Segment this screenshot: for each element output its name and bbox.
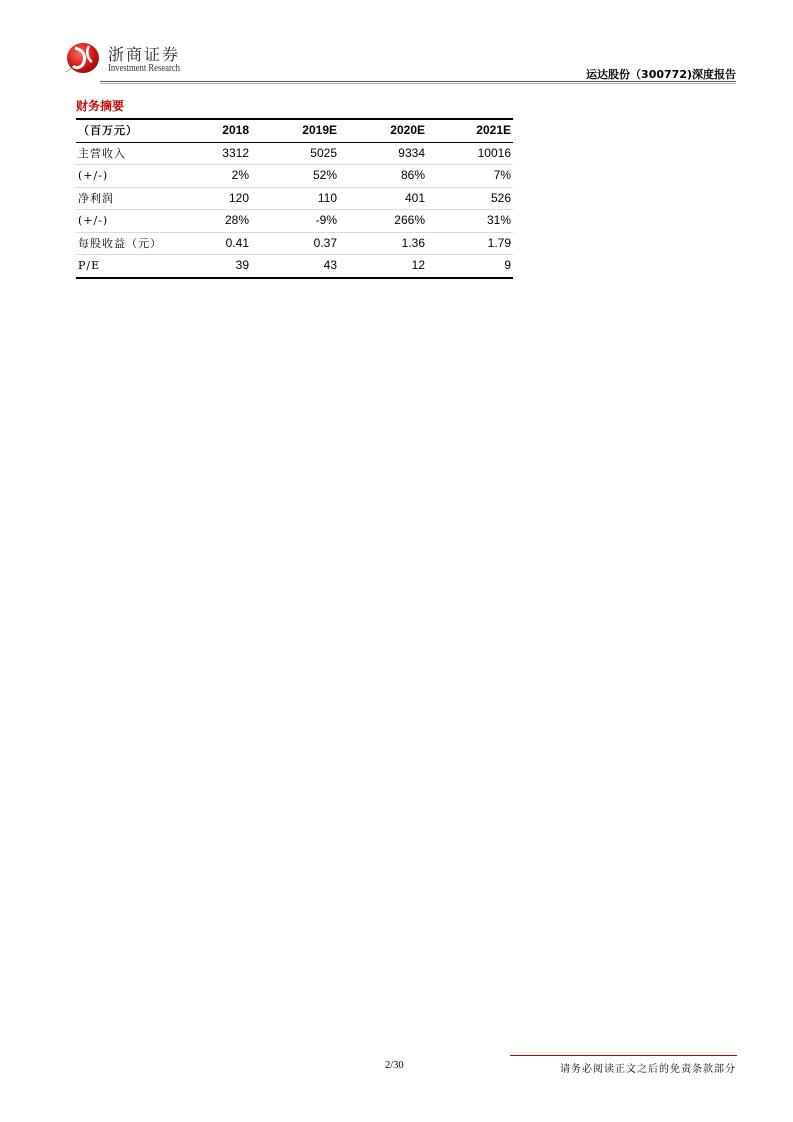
header-divider-secondary [100,83,736,84]
row-label: (+/-) [76,165,196,188]
table-cell: 31% [427,210,513,233]
brand-name-en: Investment Research [108,63,180,74]
table-cell: 401 [339,187,427,210]
table-cell: 12 [339,255,427,278]
column-header-2021e: 2021E [427,119,513,142]
table-cell: -9% [251,210,339,233]
table-cell: 110 [251,187,339,210]
column-header-2018: 2018 [196,119,251,142]
table-cell: 7% [427,165,513,188]
section-title: 财务摘要 [76,99,125,113]
table-cell: 86% [339,165,427,188]
column-header-2019e: 2019E [251,119,339,142]
page-number: 2/30 [385,1060,404,1071]
table-cell: 28% [196,210,251,233]
table-row [76,142,513,165]
table-cell: 1.79 [427,232,513,255]
table-cell: 9334 [339,142,427,165]
row-label: 主营收入 [76,142,196,165]
footer-divider [510,1055,737,1056]
row-label: 每股收益（元） [76,232,196,255]
column-header-unit: （百万元） [76,119,196,142]
table-cell: 266% [339,210,427,233]
table-row [76,187,513,210]
header-divider [100,81,736,82]
table-cell: 0.37 [251,232,339,255]
table-cell: 120 [196,187,251,210]
table-row [76,165,513,188]
table-cell: 5025 [251,142,339,165]
table-row [76,232,513,255]
column-header-2020e: 2020E [339,119,427,142]
table-cell: 0.41 [196,232,251,255]
report-title: 运达股份（300772)深度报告 [586,68,736,81]
financial-summary-table [76,118,513,279]
table-cell: 1.36 [339,232,427,255]
table-cell: 43 [251,255,339,278]
table-cell: 526 [427,187,513,210]
table-cell: 2% [196,165,251,188]
table-row [76,255,513,278]
table-cell: 9 [427,255,513,278]
table-cell: 3312 [196,142,251,165]
table-row [76,210,513,233]
disclaimer-text: 请务必阅读正文之后的免责条款部分 [560,1064,736,1075]
table-cell: 10016 [427,142,513,165]
brand-name-cn: 浙商证券 [108,45,181,64]
table-cell: 39 [196,255,251,278]
row-label: P/E [76,255,196,278]
zheshang-logo-icon [62,38,104,76]
table-cell: 52% [251,165,339,188]
table-header-row [76,119,513,142]
row-label: (+/-) [76,210,196,233]
row-label: 净利润 [76,187,196,210]
